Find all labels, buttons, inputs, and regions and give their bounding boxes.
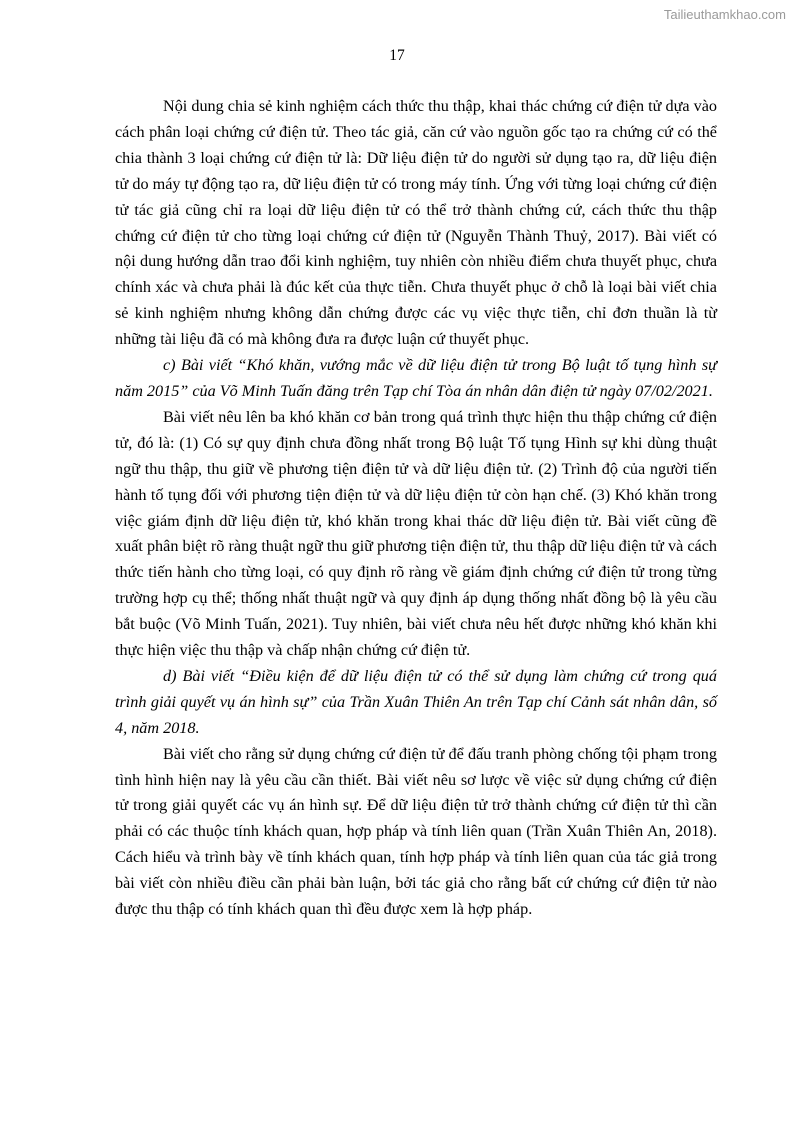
paragraph: Bài viết cho rằng sử dụng chứng cứ điện tử để đấu tranh phòng chống tội phạm trong tình hình hiện nay là yêu cầu cần thiết. Bài viết nêu sơ lược về việc sử dụng chứng cứ điện tử trong giải quyết các vụ án hình sự. Để dữ liệu điện tử trở thành chứng cứ điện tử thì cần phải có các thuộc tính khách quan, hợp pháp và tính liên quan (Trần Xuân Thiên An, 2018). Cách hiểu và trình bày về tính khách quan, tính hợp pháp và tính liên quan của tác giả trong bài viết còn nhiều điều cần phải bàn luận, bởi tác giả cho rằng bất cứ chứng cứ điện tử nào được thu thập có tính khách quan thì đều được xem là hợp pháp. [115,744,717,919]
document-body [115,94,717,923]
paragraph: Nội dung chia sẻ kinh nghiệm cách thức thu thập, khai thác chứng cứ điện tử dựa vào cách phân loại chứng cứ điện tử. Theo tác giả, căn cứ vào nguồn gốc tạo ra chứng cứ có thể chia thành 3 loại chứng cứ điện tử là: Dữ liệu điện tử do người sử dụng tạo ra, dữ liệu điện tử do máy tự động tạo ra, dữ liệu điện tử có trong máy tính. Ứng với từng loại chứng cứ điện tử tác giả cũng chỉ ra loại dữ liệu điện tử có thể trở thành chứng cứ, cách thức thu thập chứng cứ điện tử cho từng loại chứng cứ điện tử (Nguyễn Thành Thuỷ, 2017). Bài viết có nội dung hướng dẫn trao đổi kinh nghiệm, tuy nhiên còn nhiều điểm chưa thuyết phục, chưa chính xác và chưa phải là đúc kết của thực tiễn. Chưa thuyết phục ở chỗ là loại bài viết chia sẻ kinh nghiệm nhưng không dẫn chứng được các vụ việc thực tiễn, chỉ đơn thuần là từ những tài liệu đã có mà không đưa ra được luận cứ thuyết phục. [115,97,717,349]
page-number: 17 [389,47,405,64]
reference-heading: d) Bài viết “Điều kiện để dữ liệu điện tử có thể sử dụng làm chứng cứ trong quá trình giải quyết vụ án hình sự” của Trần Xuân Thiên An trên Tạp chí Cảnh sát nhân dân, số 4, năm 2018. [115,666,717,737]
paragraph: Bài viết nêu lên ba khó khăn cơ bản trong quá trình thực hiện thu thập chứng cứ điện tử, đó là: (1) Có sự quy định chưa đồng nhất trong Bộ luật Tố tụng Hình sự khi dùng thuật ngữ thu thập, thu giữ về phương tiện điện tử và dữ liệu điện tử. (2) Trình độ của người tiến hành tố tụng đối với phương tiện điện tử và dữ liệu điện tử còn hạn chế. (3) Khó khăn trong việc giám định dữ liệu điện tử, khó khăn trong khai thác dữ liệu điện tử. Bài viết cũng đề xuất phân biệt rõ ràng thuật ngữ thu giữ phương tiện điện tử, thu thập dữ liệu điện tử và cách thức tiến hành cho từng loại, có quy định rõ ràng về giám định chứng cứ điện tử trong từng trường hợp cụ thể; thống nhất thuật ngữ và quy định áp dụng thống nhất đồng bộ là yêu cầu bắt buộc (Võ Minh Tuấn, 2021). Tuy nhiên, bài viết chưa nêu hết được những khó khăn khi thực hiện việc thu thập và chấp nhận chứng cứ điện tử. [115,407,717,660]
watermark: Tailieuthamkhao.com [663,7,786,22]
reference-heading: c) Bài viết “Khó khăn, vướng mắc về dữ liệu điện tử trong Bộ luật tố tụng hình sự năm 2015” của Võ Minh Tuấn đăng trên Tạp chí Tòa án nhân dân điện tử ngày 07/02/2021. [115,356,717,400]
